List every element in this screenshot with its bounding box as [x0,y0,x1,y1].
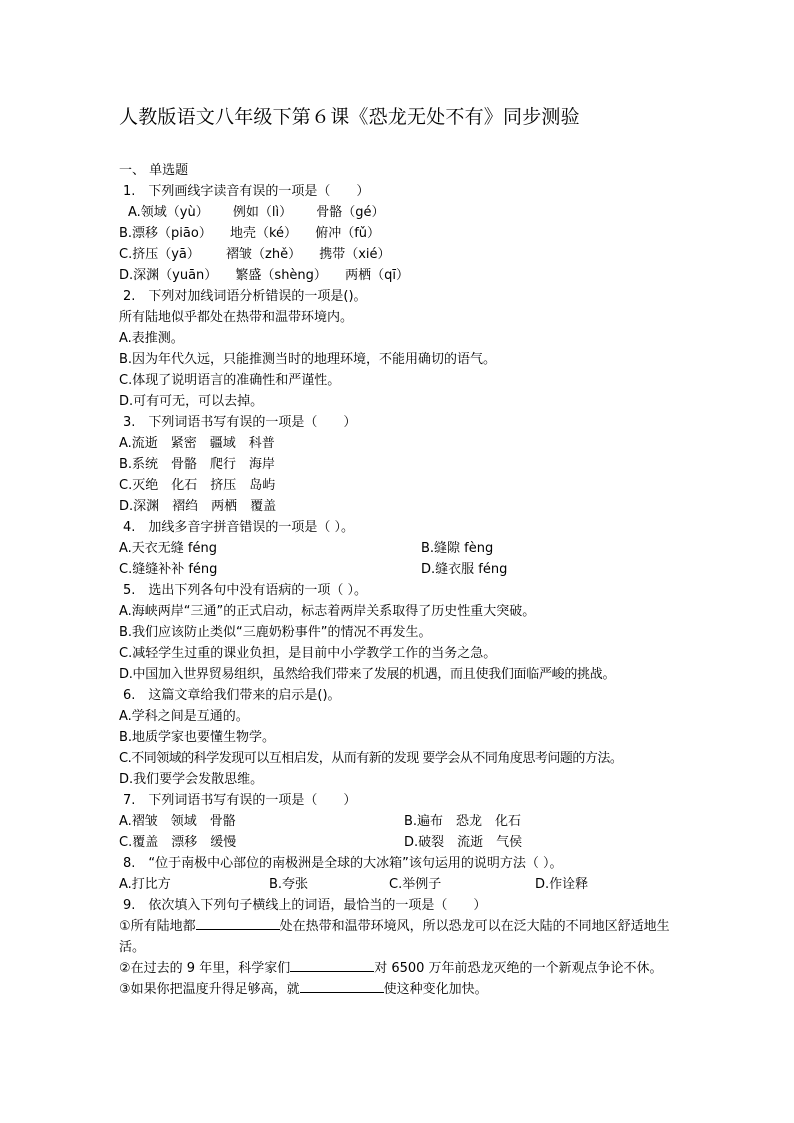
question-8-option-b: B.夸张 [269,877,309,892]
section-heading: 一、 单选题 [119,163,189,178]
question-5-option-b: B.我们应该防止类似“三鹿奶粉事件”的情况不再发生。 [119,625,432,640]
q9-s2-pre: ②在过去的 9 年里，科学家们 [119,961,291,976]
question-3-stem: 3. 下列词语书写有误的一项是（ ） [123,415,357,430]
question-1-option-a [119,202,679,223]
question-7-stem: 7. 下列词语书写有误的一项是（ ） [123,793,357,808]
question-8-option-a: A.打比方 [119,877,171,892]
question-9-sentence-2 [119,958,679,979]
question-2-option-a: A.表推测。 [119,331,184,346]
quiz-content [119,160,679,1000]
question-7-option-b: B.遍布 恐龙 化石 [404,814,522,829]
q1-c-3: 携带（xié） [319,247,391,262]
q1-a-3: 骨骼（gé） [316,205,385,220]
q9-s1-post: 处在热带和温带环境风，所以恐龙可以在泛大陆的不同地区舒适地生活。 [119,919,670,955]
question-5-option-d: D.中国加入世界贸易组织，虽然给我们带来了发展的机遇，而且使我们面临严峻的挑战。 [119,667,616,682]
question-5-option-c: C.减轻学生过重的课业负担，是目前中小学教学工作的当务之急。 [119,646,497,661]
question-7-option-a: A.褶皱 领域 骨骼 [119,814,236,829]
question-3-option-a: A.流逝 紧密 疆域 科普 [119,436,275,451]
question-9-sentence-3 [119,979,679,1000]
question-5-option-a: A.海峡两岸“三通”的正式启动，标志着两岸关系取得了历史性重大突破。 [119,604,536,619]
question-4-option-c: C.缝缝补补 féng [119,562,218,577]
question-4-stem: 4. 加线多音字拼音错误的一项是（ ）。 [123,520,355,535]
q1-c-2: 褶皱（zhě） [226,247,302,262]
question-2-option-c: C.体现了说明语言的准确性和严谨性。 [119,373,341,388]
question-6-option-c: C.不同领域的科学发现可以互相启发，从而有新的发现 要学会从不同角度思考问题的方法。 [119,751,623,766]
question-6-option-b: B.地质学家也要懂生物学。 [119,730,276,745]
question-4-row-2 [119,559,679,580]
q1-b-1: B.漂移（piāo） [119,226,212,241]
q1-c-1: C.挤压（yā） [119,247,200,262]
question-2-option-b: B.因为年代久远，只能推测当时的地理环境，不能用确切的语气。 [119,352,497,367]
q1-b-3: 俯冲（fǔ） [315,226,381,241]
question-3-option-b: B.系统 骨骼 爬行 海岸 [119,457,276,472]
question-7-row-2 [119,832,679,853]
question-6-option-a: A.学科之间是互通的。 [119,709,249,724]
question-7-option-c: C.覆盖 漂移 缓慢 [119,835,237,850]
question-5-stem: 5. 选出下列各句中没有语病的一项（ ）。 [123,583,368,598]
q1-d-2: 繁盛（shèng） [235,268,327,283]
question-2-sentence: 所有陆地似乎都处在热带和温带环境内。 [119,310,354,325]
q9-s3-post: 使这种变化加快。 [383,982,488,997]
question-6-stem: 6. 这篇文章给我们带来的启示是()。 [123,688,341,703]
question-7-row-1 [119,811,679,832]
question-1-stem: 1. 下列画线字读音有误的一项是（ ） [123,184,370,199]
question-1-option-d [119,265,679,286]
question-8-option-c: C.举例子 [389,877,442,892]
question-7-option-d: D.破裂 流逝 气侯 [404,835,523,850]
question-3-option-c: C.灭绝 化石 挤压 岛屿 [119,478,276,493]
question-1-option-c [119,244,679,265]
q1-d-3: 两栖（qī） [345,268,409,283]
question-2-stem: 2. 下列对加线词语分析错误的一项是()。 [123,289,367,304]
q1-b-2: 地壳（ké） [229,226,298,241]
question-9-stem: 9. 依次填入下列句子横线上的词语，最恰当的一项是（ ） [123,898,487,913]
question-4-option-a: A.天衣无缝 féng [119,541,217,556]
question-3-option-d: D.深渊 褶绉 两栖 覆盖 [119,499,277,514]
question-8-stem: 8. “位于南极中心部位的南极洲是全球的大冰箱”该句运用的说明方法（ ）。 [123,856,563,871]
q9-s1-pre: ①所有陆地都 [119,919,196,934]
q1-a-1: A.领域（yù） [128,205,209,220]
question-1-option-b [119,223,679,244]
q9-blank-1 [196,917,280,930]
q1-d-1: D.深渊（yuān） [119,268,218,283]
question-2-option-d: D.可有可无，可以去掉。 [119,394,264,409]
q1-a-2: 例如（lì） [232,205,293,220]
question-8-option-d: D.作诠释 [535,877,589,892]
q9-s3-pre: ③如果你把温度升得足够高，就 [119,982,300,997]
question-4-row-1 [119,538,679,559]
question-4-option-d: D.缝衣服 féng [421,562,508,577]
question-9-sentence-1 [119,916,679,958]
q9-s2-post: 对 6500 万年前恐龙灭绝的一个新观点争论不休。 [374,961,663,976]
question-6-option-d: D.我们要学会发散思维。 [119,772,264,787]
page-title: 人教版语文八年级下第６课《恐龙无处不有》同步测验 [119,106,580,128]
q9-blank-2 [290,959,374,972]
question-4-option-b: B.缝隙 fèng [421,541,494,556]
q9-blank-3 [300,980,384,993]
question-8-options [119,874,679,895]
